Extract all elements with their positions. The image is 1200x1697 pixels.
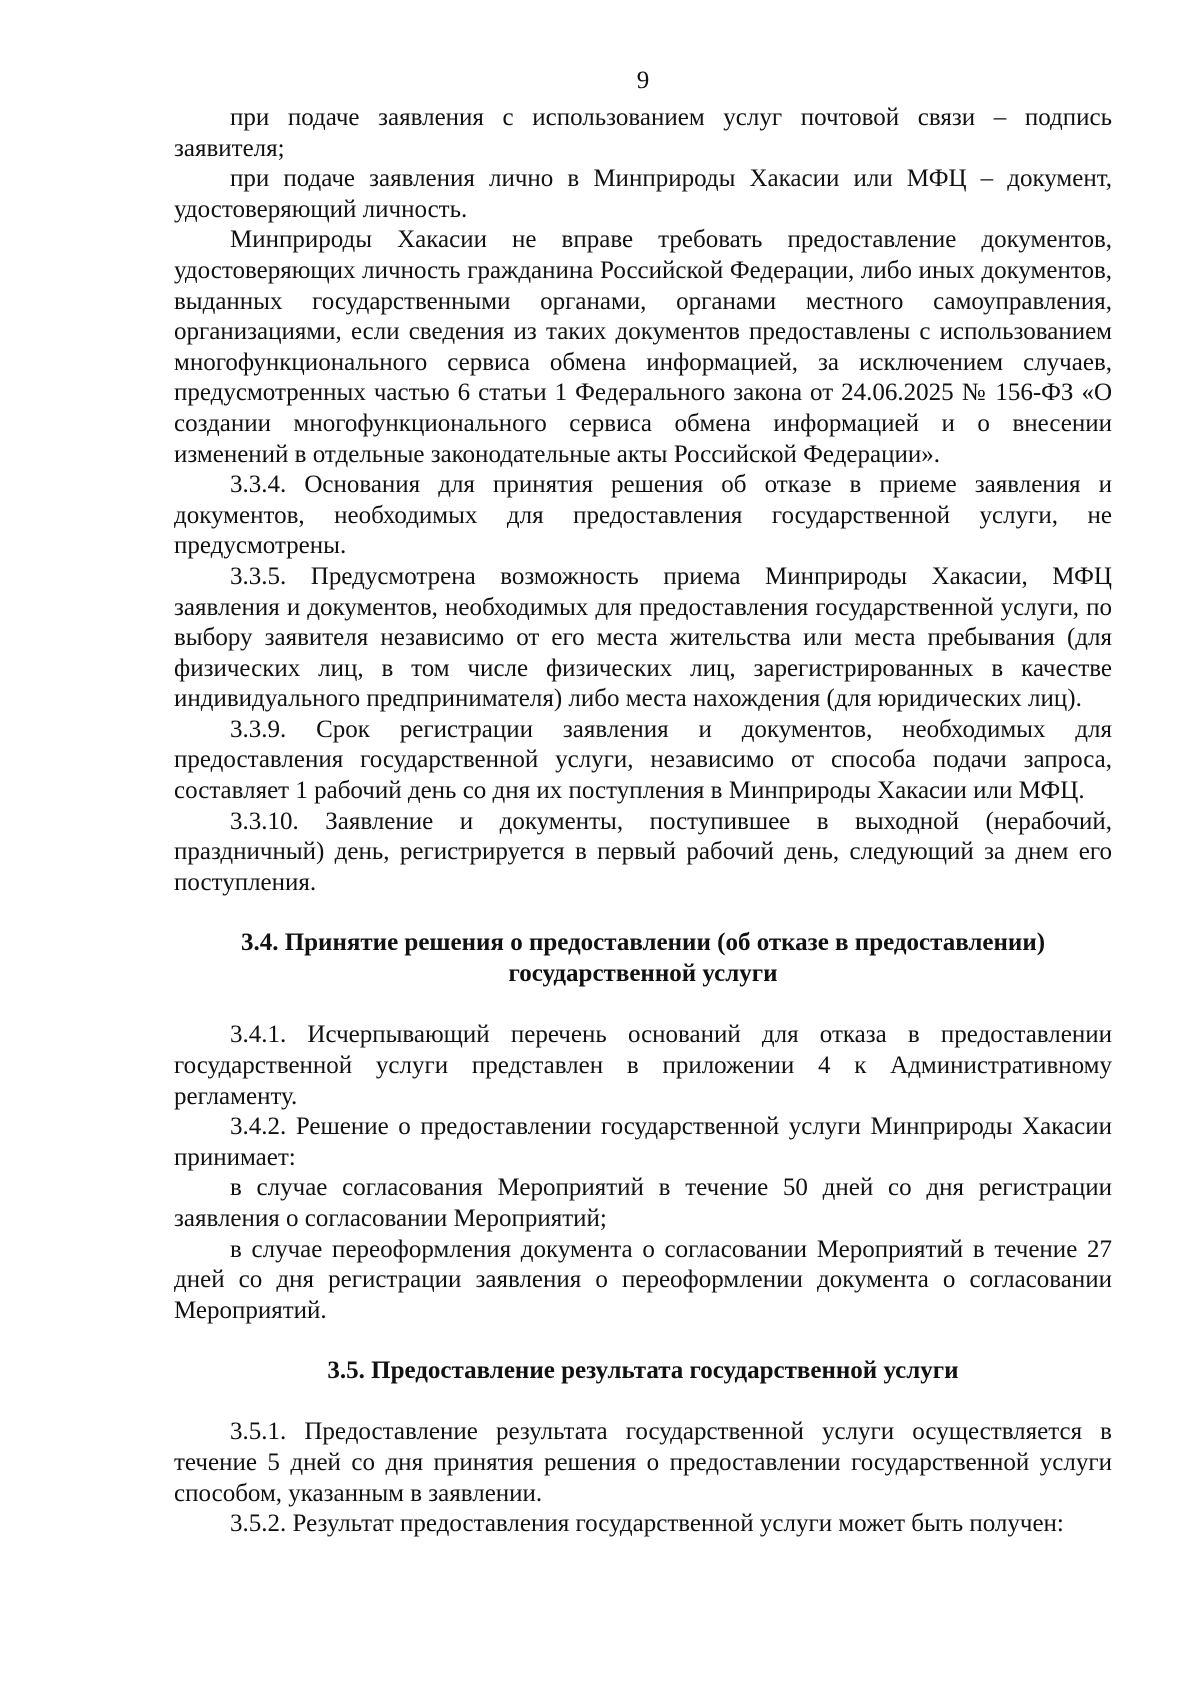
paragraph-no-require-documents: Минприроды Хакасии не вправе требовать предоставление документов, удостоверяющих личность гражданина Российской Федерации, либо иных документов, выданных государственными органами, органами местного самоуправления, организациями, если сведения из таких документов предоставлены с использованием многофункционального сервиса обмена информацией, за исключением случаев, предусмотренных частью 6 статьи 1 Федерального закона от 24.06.2025 № 156-ФЗ «О создании многофункционального сервиса обмена информацией и о внесении изменений в отдельные законодательные акты Российской Федерации». [174, 226, 1112, 468]
section-3-5-body [174, 1417, 1112, 1539]
paragraph-in-person-id: при подаче заявления лично в Минприроды Хакасии или МФЦ – документ, удостоверяющий личность. [174, 165, 1112, 223]
paragraph-3-3-9: 3.3.9. Срок регистрации заявления и документов, необходимых для предоставления государственной услуги, независимо от способа подачи запроса, составляет 1 рабочий день со дня их поступления в Минприроды Хакасии или МФЦ. [174, 715, 1112, 805]
paragraph-3-4-1: 3.4.1. Исчерпывающий перечень оснований для отказа в предоставлении государственной услуги представлен в приложении 4 к Административному регламенту. [174, 1021, 1112, 1110]
paragraph-approval-50-days: в случае согласования Мероприятий в течение 50 дней со дня регистрации заявления о согласовании Мероприятий; [174, 1174, 1112, 1232]
paragraph-reissue-27-days: в случае переоформления документа о согласовании Мероприятий в течение 27 дней со дня регистрации заявления о переоформлении документа о согласовании Мероприятий. [174, 1235, 1112, 1324]
page-number: 9 [636, 67, 650, 94]
document-page [174, 66, 1112, 1540]
paragraph-3-4-2: 3.4.2. Решение о предоставлении государственной услуги Минприроды Хакасии принимает: [174, 1113, 1112, 1171]
section-3-4-heading-line1: 3.4. Принятие решения о предоставлении (об отказе в предоставлении) [240, 929, 1046, 957]
paragraph-3-3-4: 3.3.4. Основания для принятия решения об отказе в приеме заявления и документов, необходимых для предоставления государственной услуги, не предусмотрены. [174, 471, 1112, 560]
section-3-5-heading: 3.5. Предоставление результата государственной услуги [327, 1357, 959, 1385]
paragraph-3-3-5: 3.3.5. Предусмотрена возможность приема Минприроды Хакасии, МФЦ заявления и документов, необходимых для предоставления государственной услуги, по выбору заявителя независимо от его места жительства или места пребывания (для физических лиц, в том числе физических лиц, зарегистрированных в качестве индивидуального предпринимателя) либо места нахождения (для юридических лиц). [174, 562, 1112, 713]
section-3-4-heading-line2: государственной услуги [508, 960, 778, 988]
paragraph-postal-signature: при подаче заявления с использованием услуг почтовой связи – подпись заявителя; [174, 104, 1112, 162]
section-3-4-heading [174, 927, 1112, 989]
paragraph-3-5-1: 3.5.1. Предоставление результата государственной услуги осуществляется в течение 5 дней со дня принятия решения о предоставлении государственной услуги способом, указанным в заявлении. [174, 1418, 1112, 1507]
section-3-4-body [174, 1020, 1112, 1326]
paragraph-3-3-10: 3.3.10. Заявление и документы, поступившее в выходной (нерабочий, праздничный) день, регистрируется в первый рабочий день, следующий за днем его поступления. [174, 807, 1112, 896]
paragraph-3-5-2: 3.5.2. Результат предоставления государственной услуги может быть получен: [230, 1510, 1064, 1538]
